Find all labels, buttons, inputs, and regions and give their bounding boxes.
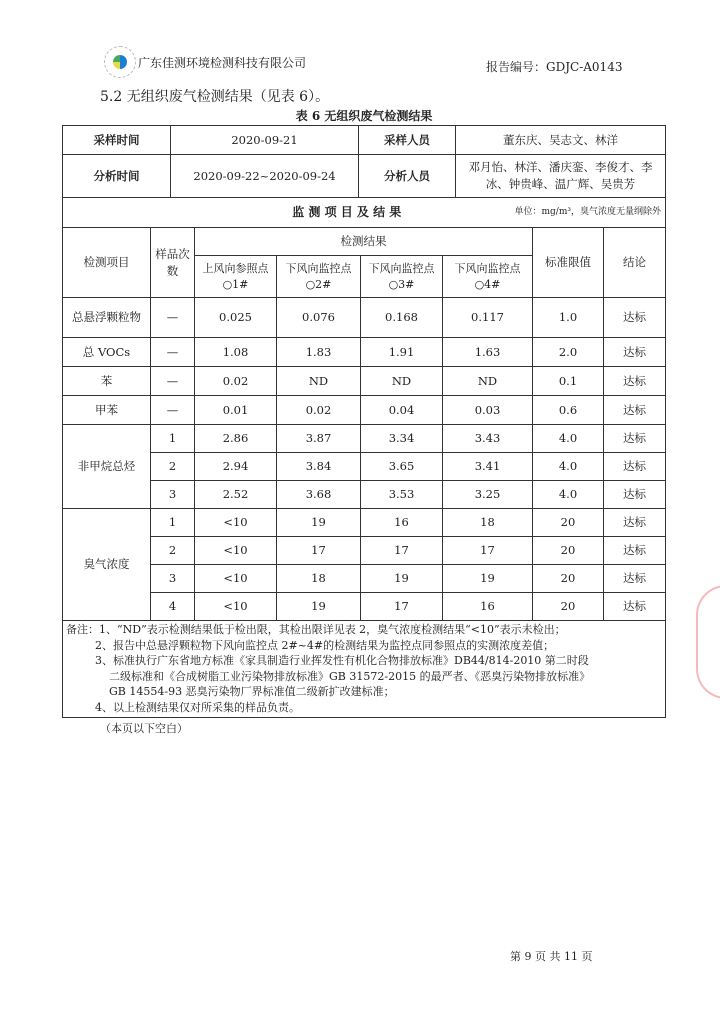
result-value: 1.08 <box>195 338 277 367</box>
sample-count: 3 <box>151 565 195 593</box>
result-value: 2.86 <box>195 425 277 453</box>
sample-count: — <box>151 338 195 367</box>
results-title: 监 测 项 目 及 结 果 <box>292 204 402 219</box>
conclusion: 达标 <box>604 425 666 453</box>
result-value: 3.43 <box>443 425 533 453</box>
analysis-time: 2020-09-22~2020-09-24 <box>171 155 359 198</box>
sample-time-label: 采样时间 <box>63 126 171 155</box>
result-value: ND <box>277 367 361 396</box>
result-value: 3.84 <box>277 453 361 481</box>
samplers: 董东庆、吴志文、林洋 <box>456 126 666 155</box>
item-name: 甲苯 <box>63 396 151 425</box>
limit-value: 20 <box>533 565 604 593</box>
result-value: 17 <box>361 593 443 621</box>
result-value: 17 <box>443 537 533 565</box>
limit-value: 20 <box>533 509 604 537</box>
sample-count: 1 <box>151 509 195 537</box>
table-row <box>63 481 666 509</box>
col-limit: 标准限值 <box>533 228 604 298</box>
result-value: 3.34 <box>361 425 443 453</box>
limit-value: 0.1 <box>533 367 604 396</box>
sample-count: — <box>151 298 195 338</box>
limit-value: 20 <box>533 537 604 565</box>
result-value: 17 <box>361 537 443 565</box>
conclusion: 达标 <box>604 537 666 565</box>
result-value: 3.53 <box>361 481 443 509</box>
sample-count: 3 <box>151 481 195 509</box>
table-row <box>63 338 666 367</box>
result-value: 16 <box>443 593 533 621</box>
result-value: <10 <box>195 593 277 621</box>
col-p3: 下风向监控点○3# <box>361 256 443 298</box>
result-value: 1.83 <box>277 338 361 367</box>
conclusion: 达标 <box>604 367 666 396</box>
note-2: 2、报告中总悬浮颗粒物下风向监控点 2#~4#的检测结果为监控点同参照点的实测浓度差值； <box>95 638 555 652</box>
note-3-cont2: GB 14554-93 恶臭污染物厂界标准值二级新扩改建标准； <box>109 685 395 698</box>
conclusion: 达标 <box>604 338 666 367</box>
table-row <box>63 593 666 621</box>
result-value: 0.01 <box>195 396 277 425</box>
note-1: 备注：1、“ND”表示检测结果低于检出限，其检出限详见表 2，臭气浓度检测结果“<10”表示未检出； <box>66 623 566 636</box>
conclusion: 达标 <box>604 453 666 481</box>
result-value: 1.63 <box>443 338 533 367</box>
result-value: 0.02 <box>277 396 361 425</box>
analysts: 邓月怡、林洋、潘庆銮、李俊才、李冰、钟贵峰、温广辉、吴贵芳 <box>456 155 666 198</box>
section-title: 5.2 无组织废气检测结果（见表 6）。 <box>100 89 330 105</box>
result-value: ND <box>361 367 443 396</box>
item-name: 总悬浮颗粒物 <box>63 298 151 338</box>
sampler-label: 采样人员 <box>359 126 456 155</box>
conclusion: 达标 <box>604 509 666 537</box>
result-value: 17 <box>277 537 361 565</box>
note-3-cont: 二级标准和《合成树脂工业污染物排放标准》GB 31572-2015 的最严者、《恶臭污染物排放标准》 <box>109 669 591 683</box>
company-logo <box>104 46 136 78</box>
table-row <box>63 453 666 481</box>
table-row <box>63 298 666 338</box>
sample-count: — <box>151 396 195 425</box>
result-value: 0.168 <box>361 298 443 338</box>
col-p4: 下风向监控点○4# <box>443 256 533 298</box>
company-stamp <box>696 585 720 699</box>
result-value: 0.04 <box>361 396 443 425</box>
col-count: 样品次数 <box>151 228 195 298</box>
info-table <box>62 125 666 228</box>
col-p2: 下风向监控点○2# <box>277 256 361 298</box>
result-value: 19 <box>277 509 361 537</box>
conclusion: 达标 <box>604 298 666 338</box>
result-value: 1.91 <box>361 338 443 367</box>
result-value: 16 <box>361 509 443 537</box>
limit-value: 1.0 <box>533 298 604 338</box>
col-results: 检测结果 <box>195 228 533 256</box>
result-value: 19 <box>277 593 361 621</box>
result-value: 0.02 <box>195 367 277 396</box>
result-value: 2.52 <box>195 481 277 509</box>
analyst-label: 分析人员 <box>359 155 456 198</box>
report-number: 报告编号：GDJC-A0143 <box>486 60 623 74</box>
unit-note: 单位：mg/m³，臭气浓度无量纲除外 <box>514 206 661 217</box>
limit-value: 4.0 <box>533 481 604 509</box>
limit-value: 20 <box>533 593 604 621</box>
analysis-time-label: 分析时间 <box>63 155 171 198</box>
result-value: 0.117 <box>443 298 533 338</box>
report-body <box>62 108 666 736</box>
page-number: 第 9 页 共 11 页 <box>510 950 593 963</box>
result-value: 2.94 <box>195 453 277 481</box>
result-value: 19 <box>443 565 533 593</box>
item-name: 臭气浓度 <box>63 509 151 621</box>
table-row <box>63 537 666 565</box>
table-row <box>63 509 666 537</box>
table-row <box>63 425 666 453</box>
result-value: 19 <box>361 565 443 593</box>
result-value: <10 <box>195 565 277 593</box>
result-value: 0.025 <box>195 298 277 338</box>
result-value: ND <box>443 367 533 396</box>
result-value: 3.87 <box>277 425 361 453</box>
col-p1: 上风向参照点○1# <box>195 256 277 298</box>
table-row <box>63 565 666 593</box>
result-value: <10 <box>195 509 277 537</box>
table-row <box>63 367 666 396</box>
result-value: 3.25 <box>443 481 533 509</box>
note-3: 3、标准执行广东省地方标准《家具制造行业挥发性有机化合物排放标准》DB44/814-2010 第二时段 <box>95 654 589 667</box>
result-value: <10 <box>195 537 277 565</box>
conclusion: 达标 <box>604 396 666 425</box>
note-4: 4、以上检测结果仅对所采集的样品负责。 <box>95 700 300 714</box>
limit-value: 0.6 <box>533 396 604 425</box>
conclusion: 达标 <box>604 593 666 621</box>
sample-count: 4 <box>151 593 195 621</box>
col-conclusion: 结论 <box>604 228 666 298</box>
limit-value: 4.0 <box>533 453 604 481</box>
result-value: 3.65 <box>361 453 443 481</box>
sample-count: 2 <box>151 453 195 481</box>
sample-count: — <box>151 367 195 396</box>
result-value: 18 <box>443 509 533 537</box>
sample-count: 1 <box>151 425 195 453</box>
sample-time: 2020-09-21 <box>171 126 359 155</box>
company-name: 广东佳测环境检测科技有限公司 <box>138 56 307 70</box>
limit-value: 2.0 <box>533 338 604 367</box>
sample-count: 2 <box>151 537 195 565</box>
result-value: 3.68 <box>277 481 361 509</box>
result-value: 0.03 <box>443 396 533 425</box>
result-value: 0.076 <box>277 298 361 338</box>
result-value: 18 <box>277 565 361 593</box>
conclusion: 达标 <box>604 481 666 509</box>
item-name: 非甲烷总烃 <box>63 425 151 509</box>
limit-value: 4.0 <box>533 425 604 453</box>
table-row <box>63 396 666 425</box>
result-value: 3.41 <box>443 453 533 481</box>
item-name: 总 VOCs <box>63 338 151 367</box>
table-caption: 表 6 无组织废气检测结果 <box>295 109 433 123</box>
results-header <box>63 204 665 221</box>
results-table <box>62 227 666 621</box>
col-item: 检测项目 <box>63 228 151 298</box>
blank-note: （本页以下空白） <box>100 722 188 735</box>
conclusion: 达标 <box>604 565 666 593</box>
notes <box>62 621 666 718</box>
item-name: 苯 <box>63 367 151 396</box>
